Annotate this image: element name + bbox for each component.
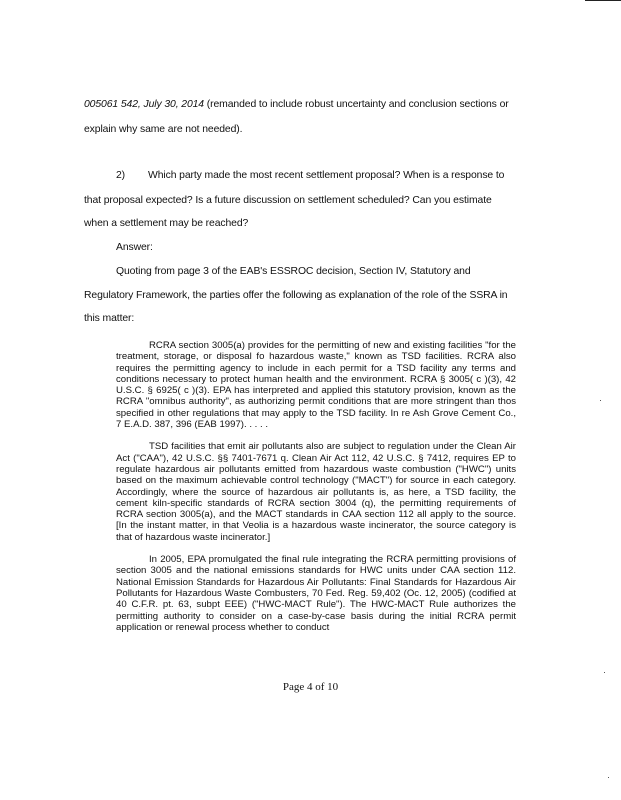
body-text bbox=[84, 0, 524, 330]
answer-line: Regulatory Framework, the parties offer the following as explanation of the role of the SSRA in bbox=[84, 290, 508, 301]
quote-paragraph: TSD facilities that emit air pollutants also are subject to regulation under the Clean Air Act ("CAA"), 42 U.S.C. §§ 7401-7671 q. Clean Air Act 112, 42 U.S.C. § 7412, requires EP to regulate hazardous air pollutants emitted from hazardous waste combustion ("HWC") units based on the maximum achievable control technology ("MACT") for source in each category. Accordingly, where the source of hazardous air pollutants is, as here, a TSD facility, the cement kiln-specific standards of RCRA section 3004 (q), the permitting requirements of RCRA section 3005(a), and the MACT standards in CAA section 112 all apply to the source. [In the instant matter, in that Veolia is a hazardous waste incinerator, the source category is that of hazardous waste incinerator.] bbox=[116, 441, 516, 543]
answer-line: this matter: bbox=[84, 313, 135, 324]
question-number: 2) bbox=[116, 170, 126, 181]
answer-line: Quoting from page 3 of the EAB's ESSROC decision, Section IV, Statutory and bbox=[116, 266, 471, 277]
citation-line bbox=[84, 97, 509, 112]
scan-speck bbox=[600, 400, 601, 401]
citation-rest: (remanded to include robust uncertainty and conclusion sections or bbox=[203, 99, 509, 110]
answer-heading: Answer: bbox=[116, 242, 153, 253]
scan-speck bbox=[604, 672, 605, 673]
question-line: when a settlement may be reached? bbox=[84, 218, 249, 229]
page-number: Page 4 of 10 bbox=[282, 681, 339, 693]
quote-paragraph: RCRA section 3005(a) provides for the permitting of new and existing facilities "for the treatment, storage, or disposal fo hazardous waste," known as TSD facilities. RCRA also requires the permitting agency to include in each permit for a TSD facility any terms and conditions necessary to protect human health and the environment. RCRA § 3005( c )(3), 42 U.S.C. § 6925( c )(3). EPA has interpreted and applied this statutory provision, known as the RCRA "omnibus authority", as authorizing permit conditions that are more stringent than thos specified in other regulations that may apply to the TSD facility. In re Ash Grove Cement Co., 7 E.A.D. 387, 396 (EAB 1997). . . . . bbox=[116, 340, 516, 431]
block-quote bbox=[116, 340, 516, 633]
citation-italic: 005061 542, July 30, 2014 bbox=[84, 99, 204, 110]
text-line: explain why same are not needed). bbox=[84, 124, 243, 135]
question-line: that proposal expected? Is a future discussion on settlement scheduled? Can you estimate bbox=[84, 195, 492, 206]
scan-edge-mark bbox=[585, 0, 621, 1]
question-line: Which party made the most recent settlement proposal? When is a response to bbox=[148, 170, 505, 181]
quote-paragraph: In 2005, EPA promulgated the final rule integrating the RCRA permitting provisions of section 3005 and the national emissions standards for HWC units under CAA section 112. National Emission Standards for Hazardous Air Pollutants: Final Standards for Hazardous Air Pollutants for Hazardous Waste Combusters, 70 Fed. Reg. 59,402 (Oc. 12, 2005) (codified at 40 C.F.R. pt. 63, subpt EEE) ("HWC-MACT Rule"). The HWC-MACT Rule authorizes the permitting authority to consider on a case-by-case basis during the initial RCRA permit application or renewal process whether to conduct bbox=[116, 554, 516, 633]
scan-speck bbox=[608, 777, 609, 778]
